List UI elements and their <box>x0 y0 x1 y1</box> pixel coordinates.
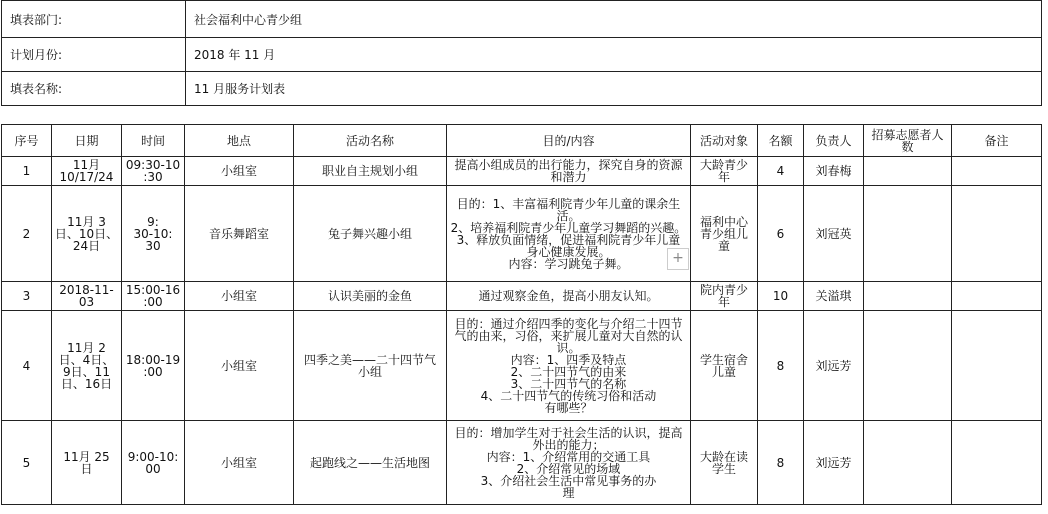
cell-content[interactable]: 提高小组成员的出行能力，探究自身的资源 和潜力 <box>447 157 691 186</box>
cell-note[interactable] <box>952 157 1042 186</box>
table-row <box>2 421 1042 505</box>
cell-note[interactable] <box>952 311 1042 421</box>
info-row-month <box>2 38 1042 72</box>
table-row <box>2 282 1042 311</box>
cell-name[interactable]: 职业自主规划小组 <box>294 157 447 186</box>
month-value[interactable]: 2018 年 11 月 <box>186 38 1042 72</box>
cell-leader[interactable]: 关溢琪 <box>804 282 864 311</box>
cell-date[interactable]: 11月 2 日、4日、 9日、11 日、16日 <box>52 311 122 421</box>
cell-target[interactable]: 大龄青少 年 <box>691 157 758 186</box>
header-place: 地点 <box>185 125 294 157</box>
header-time: 时间 <box>122 125 185 157</box>
header-leader: 负责人 <box>804 125 864 157</box>
month-label: 计划月份: <box>2 38 186 72</box>
cell-time[interactable]: 9: 30-10: 30 <box>122 186 185 282</box>
cell-volunteers[interactable] <box>864 282 952 311</box>
cell-time[interactable]: 9:00-10: 00 <box>122 421 185 505</box>
info-row-form <box>2 72 1042 106</box>
cell-no[interactable]: 3 <box>2 282 52 311</box>
cell-target[interactable]: 大龄在读 学生 <box>691 421 758 505</box>
cell-date[interactable]: 11月 10/17/24 <box>52 157 122 186</box>
add-row-button[interactable]: + <box>667 248 689 270</box>
cell-quota[interactable]: 8 <box>758 421 804 505</box>
cell-name[interactable]: 认识美丽的金鱼 <box>294 282 447 311</box>
table-row <box>2 157 1042 186</box>
header-no: 序号 <box>2 125 52 157</box>
cell-time[interactable]: 09:30-10 :30 <box>122 157 185 186</box>
cell-no[interactable]: 2 <box>2 186 52 282</box>
cell-note[interactable] <box>952 282 1042 311</box>
cell-note[interactable] <box>952 421 1042 505</box>
cell-content[interactable]: 目的：通过介绍四季的变化与介绍二十四节 气的由来，习俗，来扩展儿童对大自然的认 识。 内容：1、四季及特点 2、二十四节气的由来 3、二十四节气的名称 4、二十四节气的传统习俗和活动 有哪些？ <box>447 311 691 421</box>
cell-date[interactable]: 11月 3 日、10日、 24日 <box>52 186 122 282</box>
cell-leader[interactable]: 刘远芳 <box>804 311 864 421</box>
cell-target[interactable]: 福利中心 青少组儿 童 <box>691 186 758 282</box>
cell-volunteers[interactable] <box>864 311 952 421</box>
cell-place[interactable]: 小组室 <box>185 157 294 186</box>
cell-content[interactable]: 目的：1、丰富福利院青少年儿童的课余生 活。 2、培养福利院青少年儿童学习舞蹈的兴趣。 3、释放负面情绪，促进福利院青少年儿童 身心健康发展。 内容：学习跳兔子舞。 <box>447 186 691 282</box>
cell-quota[interactable]: 4 <box>758 157 804 186</box>
cell-place[interactable]: 小组室 <box>185 421 294 505</box>
cell-volunteers[interactable] <box>864 157 952 186</box>
info-table <box>1 0 1042 106</box>
dept-value[interactable]: 社会福利中心青少组 <box>186 1 1042 38</box>
cell-name[interactable]: 四季之美——二十四节气 小组 <box>294 311 447 421</box>
cell-time[interactable]: 15:00-16 :00 <box>122 282 185 311</box>
cell-volunteers[interactable] <box>864 186 952 282</box>
cell-time[interactable]: 18:00-19 :00 <box>122 311 185 421</box>
cell-no[interactable]: 4 <box>2 311 52 421</box>
cell-leader[interactable]: 刘冠英 <box>804 186 864 282</box>
cell-place[interactable]: 音乐舞蹈室 <box>185 186 294 282</box>
table-row <box>2 186 1042 282</box>
cell-content[interactable]: 通过观察金鱼，提高小朋友认知。 <box>447 282 691 311</box>
header-volunteers: 招募志愿者人数 <box>864 125 952 157</box>
cell-content[interactable]: 目的：增加学生对于社会生活的认识，提高 外出的能力； 内容：1、介绍常用的交通工具 2、介绍常见的场域 3、介绍社会生活中常见事务的办 理 <box>447 421 691 505</box>
dept-label: 填表部门: <box>2 1 186 38</box>
form-value[interactable]: 11 月服务计划表 <box>186 72 1042 106</box>
cell-target[interactable]: 学生宿舍 儿童 <box>691 311 758 421</box>
cell-name[interactable]: 兔子舞兴趣小组 <box>294 186 447 282</box>
cell-target[interactable]: 院内青少 年 <box>691 282 758 311</box>
header-content: 目的/内容 <box>447 125 691 157</box>
table-row <box>2 311 1042 421</box>
cell-leader[interactable]: 刘远芳 <box>804 421 864 505</box>
cell-leader[interactable]: 刘春梅 <box>804 157 864 186</box>
header-date: 日期 <box>52 125 122 157</box>
cell-place[interactable]: 小组室 <box>185 282 294 311</box>
info-row-dept <box>2 1 1042 38</box>
cell-no[interactable]: 5 <box>2 421 52 505</box>
cell-no[interactable]: 1 <box>2 157 52 186</box>
plan-table <box>1 124 1042 505</box>
cell-volunteers[interactable] <box>864 421 952 505</box>
cell-quota[interactable]: 10 <box>758 282 804 311</box>
header-quota: 名额 <box>758 125 804 157</box>
cell-place[interactable]: 小组室 <box>185 311 294 421</box>
cell-name[interactable]: 起跑线之——生活地图 <box>294 421 447 505</box>
cell-date[interactable]: 11月 25 日 <box>52 421 122 505</box>
cell-note[interactable] <box>952 186 1042 282</box>
form-label: 填表名称: <box>2 72 186 106</box>
header-name: 活动名称 <box>294 125 447 157</box>
cell-quota[interactable]: 8 <box>758 311 804 421</box>
header-target: 活动对象 <box>691 125 758 157</box>
header-row <box>2 125 1042 157</box>
cell-date[interactable]: 2018-11- 03 <box>52 282 122 311</box>
cell-quota[interactable]: 6 <box>758 186 804 282</box>
header-note: 备注 <box>952 125 1042 157</box>
